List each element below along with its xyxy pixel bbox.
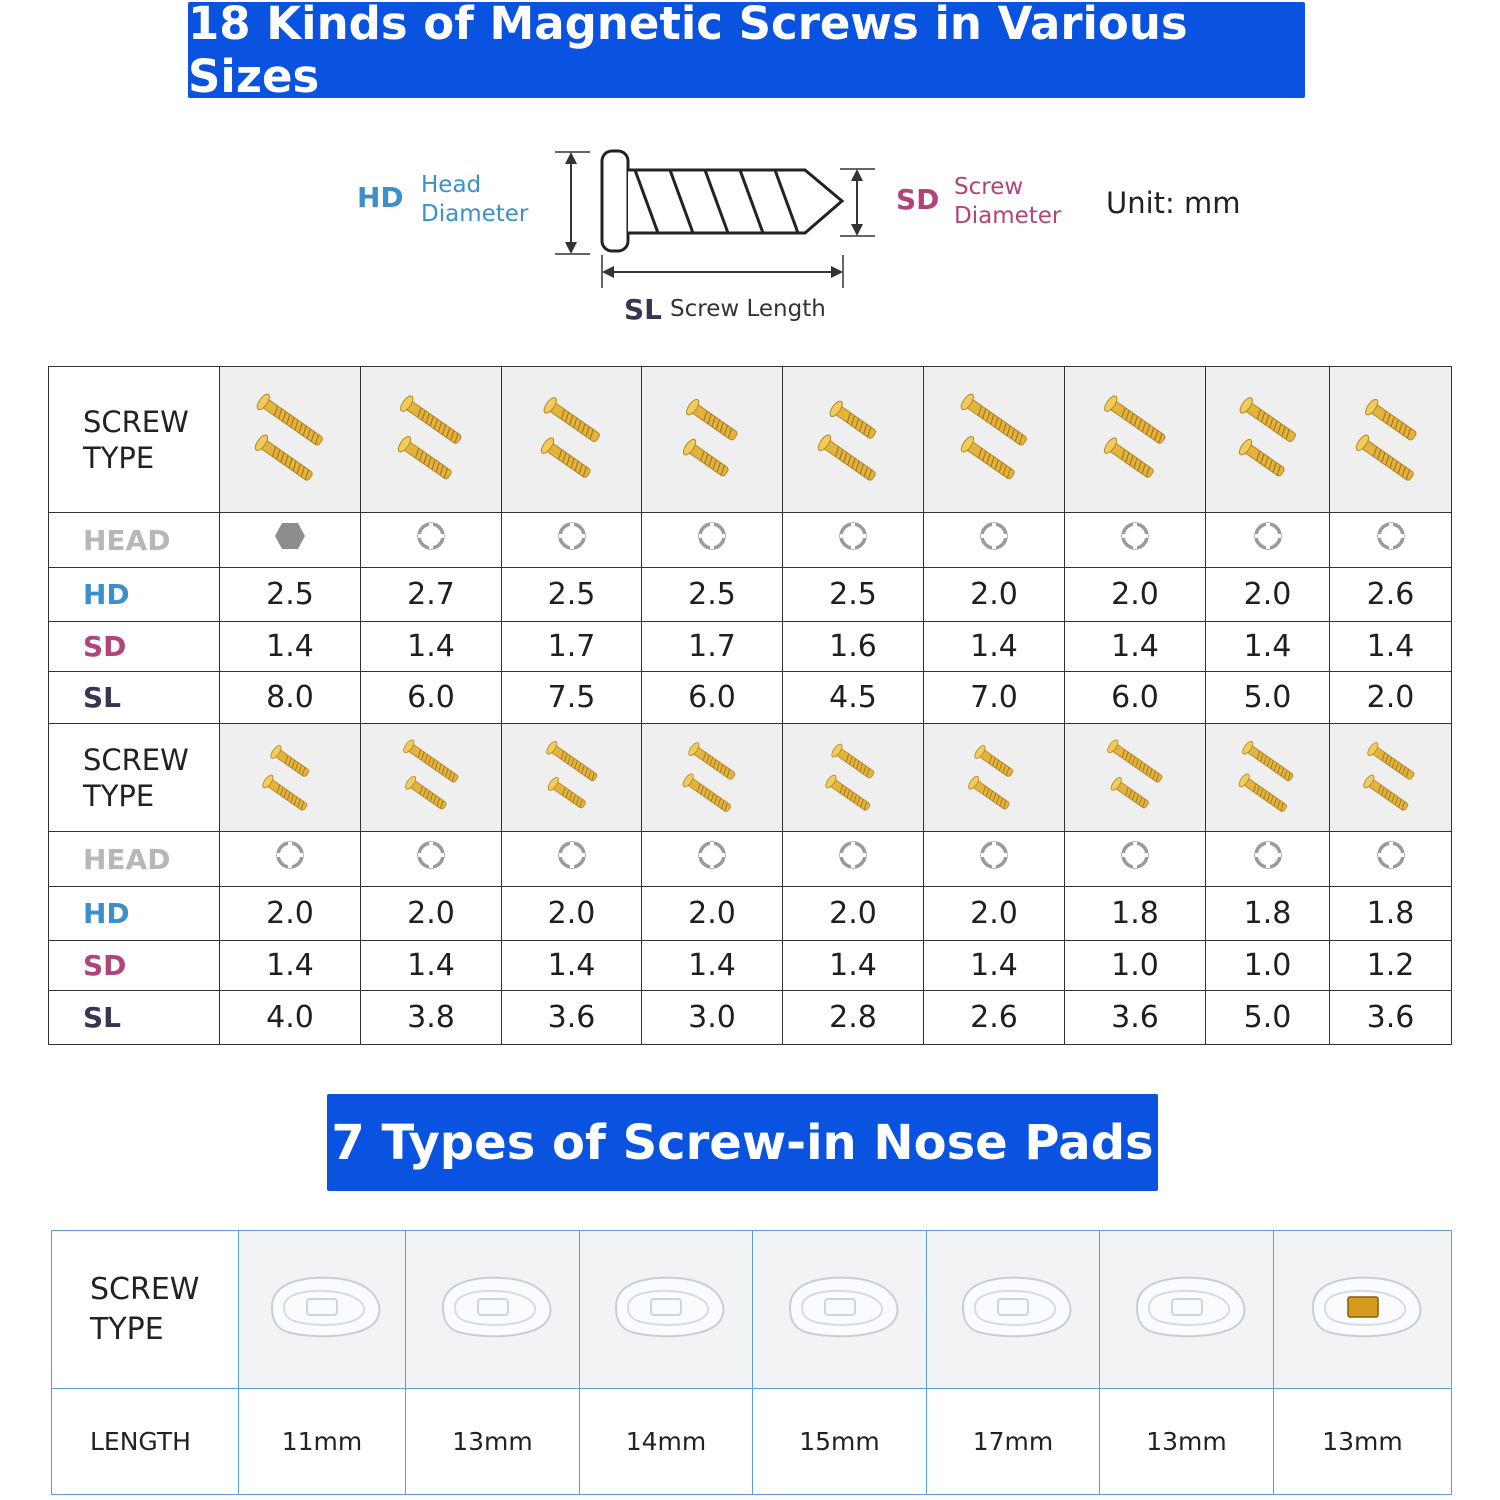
- head-cell: [502, 513, 642, 568]
- sd-value-cell: 1.6: [783, 622, 924, 672]
- phillips-head-icon: [1375, 839, 1407, 871]
- head-cell: [361, 513, 502, 568]
- phillips-head-icon: [696, 520, 728, 552]
- row-header-hd: HD: [49, 568, 220, 622]
- sd-abbr: SD: [896, 183, 940, 216]
- screw-diagram-icon: [550, 140, 890, 290]
- hd-abbr: HD: [357, 181, 404, 214]
- phillips-head-icon: [274, 839, 306, 871]
- screw-photo-icon: [1085, 728, 1185, 828]
- nose-pad-photo-icon: [943, 1257, 1083, 1357]
- sl-value-cell: 2.8: [783, 991, 924, 1045]
- head-cell: [783, 513, 924, 568]
- hd-label-1: Head: [421, 172, 482, 198]
- sl-value-cell: 3.6: [1065, 991, 1206, 1045]
- phillips-head-icon: [415, 520, 447, 552]
- phillips-head-icon: [1375, 520, 1407, 552]
- sl-value-cell: 3.6: [502, 991, 642, 1045]
- screw-photo-cell: [502, 367, 642, 513]
- screw-photo-cell: [1330, 367, 1452, 513]
- sl-value-cell: 2.6: [924, 991, 1065, 1045]
- hd-row: [49, 568, 1452, 622]
- sd-row: [49, 622, 1452, 672]
- screw-photo-icon: [1341, 728, 1441, 828]
- nose-pad-photo-icon: [770, 1257, 910, 1357]
- row-header-sd: SD: [49, 941, 220, 991]
- length-value-cell: 17mm: [927, 1389, 1100, 1495]
- nose-pad-photo-cell: [1100, 1231, 1274, 1389]
- sd-value-cell: 1.0: [1065, 941, 1206, 991]
- sd-value-cell: 1.4: [1206, 622, 1330, 672]
- screw-photo-cell: [1330, 724, 1452, 832]
- sl-value-cell: 6.0: [361, 672, 502, 724]
- row-header-head: HEAD: [49, 513, 220, 568]
- head-cell: [1330, 513, 1452, 568]
- head-cell: [502, 832, 642, 887]
- length-value-cell: 13mm: [1100, 1389, 1274, 1495]
- sd-value-cell: 1.4: [642, 941, 783, 991]
- screw-photo-icon: [240, 728, 340, 828]
- hd-value-cell: 2.6: [1330, 568, 1452, 622]
- phillips-head-icon: [556, 520, 588, 552]
- nose-pad-photo-cell: [239, 1231, 406, 1389]
- hd-value-cell: 2.5: [642, 568, 783, 622]
- hd-value-cell: 2.0: [642, 887, 783, 941]
- screw-photo-cell: [783, 724, 924, 832]
- nose-pad-photo-cell: [580, 1231, 753, 1389]
- screw-photo-icon: [381, 728, 481, 828]
- length-value-cell: 15mm: [753, 1389, 927, 1495]
- row-header-line1: SCREW: [83, 404, 189, 439]
- row-header-line1: SCREW: [83, 742, 189, 777]
- screw-photo-cell: [1065, 367, 1206, 513]
- sd-value-cell: 1.7: [502, 622, 642, 672]
- hd-label-2: Diameter: [421, 201, 529, 227]
- sd-value-cell: 1.4: [1065, 622, 1206, 672]
- hd-value-cell: 2.5: [502, 568, 642, 622]
- screw-photo-icon: [793, 380, 913, 500]
- nose-pad-photo-icon: [1293, 1257, 1433, 1357]
- screw-photo-cell: [924, 724, 1065, 832]
- sl-abbr: SL: [624, 293, 663, 326]
- phillips-head-icon: [837, 839, 869, 871]
- row-header-line2: TYPE: [83, 778, 155, 813]
- nose-pads-title: 7 Types of Screw-in Nose Pads: [331, 1114, 1154, 1171]
- phillips-head-icon: [978, 839, 1010, 871]
- sl-value-cell: 5.0: [1206, 991, 1330, 1045]
- phillips-head-icon: [1252, 839, 1284, 871]
- hd-value-cell: 2.7: [361, 568, 502, 622]
- head-cell: [1065, 513, 1206, 568]
- screw-photo-icon: [944, 728, 1044, 828]
- head-row: [49, 513, 1452, 568]
- phillips-head-icon: [837, 520, 869, 552]
- hd-value-cell: 2.0: [361, 887, 502, 941]
- row-header-screw-type: [49, 724, 220, 832]
- screw-photo-cell: [502, 724, 642, 832]
- phillips-head-icon: [1252, 520, 1284, 552]
- length-row: [52, 1389, 1452, 1495]
- nose-pad-photo-cell: [1274, 1231, 1452, 1389]
- row-header-length: LENGTH: [52, 1389, 239, 1495]
- sd-label-2: Diameter: [954, 203, 1062, 229]
- sl-row: [49, 991, 1452, 1045]
- length-value-cell: 13mm: [1274, 1389, 1452, 1495]
- phillips-head-icon: [415, 839, 447, 871]
- screw-photo-icon: [1075, 380, 1195, 500]
- sd-row: [49, 941, 1452, 991]
- screw-photo-icon: [934, 380, 1054, 500]
- hd-value-cell: 2.5: [783, 568, 924, 622]
- screw-photo-icon: [1218, 728, 1318, 828]
- row-header-sl: SL: [49, 672, 220, 724]
- head-cell: [1065, 832, 1206, 887]
- sl-value-cell: 6.0: [642, 672, 783, 724]
- screw-photo-cell: [220, 724, 361, 832]
- screw-photo-cell: [783, 367, 924, 513]
- hd-value-cell: 1.8: [1065, 887, 1206, 941]
- sd-value-cell: 1.4: [220, 941, 361, 991]
- screw-photo-icon: [230, 380, 350, 500]
- title-text: 18 Kinds of Magnetic Screws in Various Sizes: [188, 0, 1188, 103]
- nose-pad-photo-icon: [252, 1257, 392, 1357]
- screw-photo-icon: [652, 380, 772, 500]
- screw-photo-cell: [1206, 367, 1330, 513]
- phillips-head-icon: [556, 839, 588, 871]
- sl-value-cell: 4.5: [783, 672, 924, 724]
- sd-value-cell: 1.7: [642, 622, 783, 672]
- sd-value-cell: 1.2: [1330, 941, 1452, 991]
- row-header-line2: TYPE: [83, 440, 155, 475]
- hd-value-cell: 2.0: [783, 887, 924, 941]
- row-header-line1: SCREW: [90, 1271, 200, 1307]
- sd-value-cell: 1.4: [924, 622, 1065, 672]
- hex-head-icon: [274, 520, 306, 552]
- sd-value-cell: 1.4: [361, 941, 502, 991]
- screw-photo-cell: [361, 367, 502, 513]
- hd-value-cell: 2.0: [924, 887, 1065, 941]
- nose-pad-table: [51, 1230, 1452, 1495]
- screw-photo-icon: [803, 728, 903, 828]
- screw-photo-cell: [1065, 724, 1206, 832]
- head-cell: [642, 513, 783, 568]
- screw-photo-cell: [642, 367, 783, 513]
- row-header-sl: SL: [49, 991, 220, 1045]
- sl-value-cell: 3.8: [361, 991, 502, 1045]
- phillips-head-icon: [1119, 520, 1151, 552]
- hd-value-cell: 2.0: [502, 887, 642, 941]
- sl-row: [49, 672, 1452, 724]
- screw-photo-cell: [220, 367, 361, 513]
- screw-size-table: [48, 366, 1452, 1045]
- sd-value-cell: 1.4: [502, 941, 642, 991]
- hd-value-cell: 1.8: [1206, 887, 1330, 941]
- head-cell: [1206, 832, 1330, 887]
- row-header-head: HEAD: [49, 832, 220, 887]
- sd-value-cell: 1.4: [361, 622, 502, 672]
- head-cell: [1206, 513, 1330, 568]
- sd-value-cell: 1.4: [220, 622, 361, 672]
- pad-type-row: [52, 1231, 1452, 1389]
- row-header-screw-type: [52, 1231, 239, 1389]
- length-value-cell: 13mm: [406, 1389, 580, 1495]
- phillips-head-icon: [696, 839, 728, 871]
- nose-pads-banner: [327, 1094, 1158, 1191]
- head-cell: [642, 832, 783, 887]
- head-cell: [220, 513, 361, 568]
- sl-value-cell: 7.5: [502, 672, 642, 724]
- nose-pad-photo-cell: [406, 1231, 580, 1389]
- screw-type-row: [49, 724, 1452, 832]
- screw-photo-icon: [1208, 380, 1328, 500]
- row-header-line2: TYPE: [90, 1311, 164, 1347]
- hd-value-cell: 2.0: [220, 887, 361, 941]
- head-cell: [924, 832, 1065, 887]
- row-header-screw-type: [49, 367, 220, 513]
- head-row: [49, 832, 1452, 887]
- screw-photo-icon: [522, 728, 622, 828]
- screw-photo-cell: [924, 367, 1065, 513]
- nose-pad-photo-cell: [753, 1231, 927, 1389]
- hd-value-cell: 2.0: [1065, 568, 1206, 622]
- phillips-head-icon: [1119, 839, 1151, 871]
- hd-value-cell: 2.0: [1206, 568, 1330, 622]
- head-cell: [361, 832, 502, 887]
- length-value-cell: 11mm: [239, 1389, 406, 1495]
- sd-value-cell: 1.0: [1206, 941, 1330, 991]
- screw-photo-cell: [1206, 724, 1330, 832]
- screw-photo-icon: [1331, 380, 1451, 500]
- screw-photo-icon: [371, 380, 491, 500]
- sl-label: Screw Length: [670, 296, 826, 322]
- length-value-cell: 14mm: [580, 1389, 753, 1495]
- hd-value-cell: 2.5: [220, 568, 361, 622]
- sd-label-1: Screw: [954, 174, 1024, 200]
- head-cell: [1330, 832, 1452, 887]
- screw-type-row: [49, 367, 1452, 513]
- screw-photo-cell: [642, 724, 783, 832]
- head-cell: [220, 832, 361, 887]
- sl-value-cell: 2.0: [1330, 672, 1452, 724]
- sl-value-cell: 8.0: [220, 672, 361, 724]
- row-header-hd: HD: [49, 887, 220, 941]
- nose-pad-photo-icon: [596, 1257, 736, 1357]
- row-header-sd: SD: [49, 622, 220, 672]
- phillips-head-icon: [978, 520, 1010, 552]
- hd-row: [49, 887, 1452, 941]
- head-cell: [783, 832, 924, 887]
- screw-photo-icon: [512, 380, 632, 500]
- screw-photo-icon: [662, 728, 762, 828]
- unit-label: Unit: mm: [1106, 186, 1241, 220]
- hd-value-cell: 2.0: [924, 568, 1065, 622]
- sd-value-cell: 1.4: [1330, 622, 1452, 672]
- sl-value-cell: 3.0: [642, 991, 783, 1045]
- sd-value-cell: 1.4: [924, 941, 1065, 991]
- sl-value-cell: 6.0: [1065, 672, 1206, 724]
- nose-pad-photo-cell: [927, 1231, 1100, 1389]
- sd-value-cell: 1.4: [783, 941, 924, 991]
- sl-value-cell: 4.0: [220, 991, 361, 1045]
- hd-value-cell: 1.8: [1330, 887, 1452, 941]
- sl-value-cell: 3.6: [1330, 991, 1452, 1045]
- screw-photo-cell: [361, 724, 502, 832]
- sl-value-cell: 5.0: [1206, 672, 1330, 724]
- title-banner: [188, 0, 1305, 103]
- nose-pad-photo-icon: [423, 1257, 563, 1357]
- sl-value-cell: 7.0: [924, 672, 1065, 724]
- head-cell: [924, 513, 1065, 568]
- nose-pad-photo-icon: [1117, 1257, 1257, 1357]
